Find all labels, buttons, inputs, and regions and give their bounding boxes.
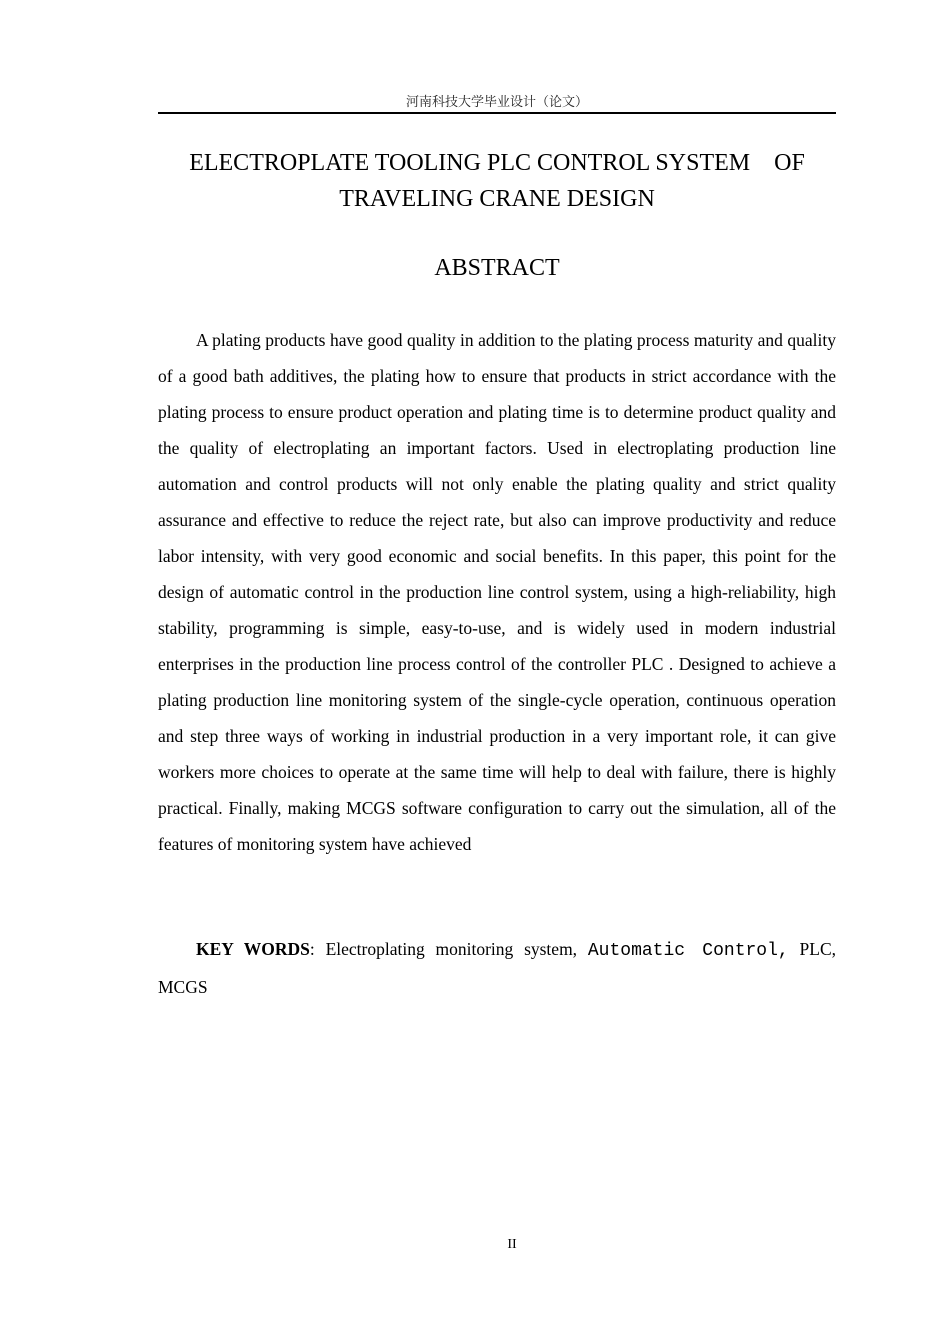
keywords-label: KEY WORDS — [196, 939, 310, 959]
keywords-part-1: Electroplating monitoring system, — [325, 939, 588, 959]
abstract-body: A plating products have good quality in addition to the plating process maturity and quality of a good bath additives, the plating how to ensure that products in strict accordance with the plating process to ensure product operation and plating time is to determine product quality and the quality of electroplating an important factors. Used in electroplating production line automation and control products will not only enable the plating quality and strict quality assurance and effective to reduce the reject rate, but also can improve productivity and reduce labor intensity, with very good economic and social benefits. In this paper, this point for the design of automatic control in the production line control system, using a high-reliability, high stability, programming is simple, easy-to-use, and is widely used in modern industrial enterprises in the production line process control of the controller PLC . Designed to achieve a plating production line monitoring system of the single-cycle operation, continuous operation and step three ways of working in industrial production in a very important role, it can give workers more choices to operate at the same time will help to deal with failure, there is highly practical. Finally, making MCGS software configuration to carry out the simulation, all of the features of monitoring system have achieved — [158, 330, 836, 854]
thesis-title-line-2: TRAVELING CRANE DESIGN — [339, 186, 655, 212]
keywords-paragraph — [158, 931, 836, 1005]
keywords-part-3: PLC, MCGS — [158, 939, 836, 997]
thesis-title — [158, 145, 836, 217]
page-header: 河南科技大学毕业设计（论文） — [405, 94, 588, 109]
abstract-heading: ABSTRACT — [434, 255, 560, 281]
keywords-part-2: Automatic Control, — [587, 941, 789, 961]
keywords-separator: : — [309, 939, 326, 959]
header-divider — [158, 112, 836, 114]
page-number: II — [507, 1237, 517, 1252]
thesis-title-line-1: ELECTROPLATE TOOLING PLC CONTROL SYSTEM OF — [189, 150, 805, 176]
